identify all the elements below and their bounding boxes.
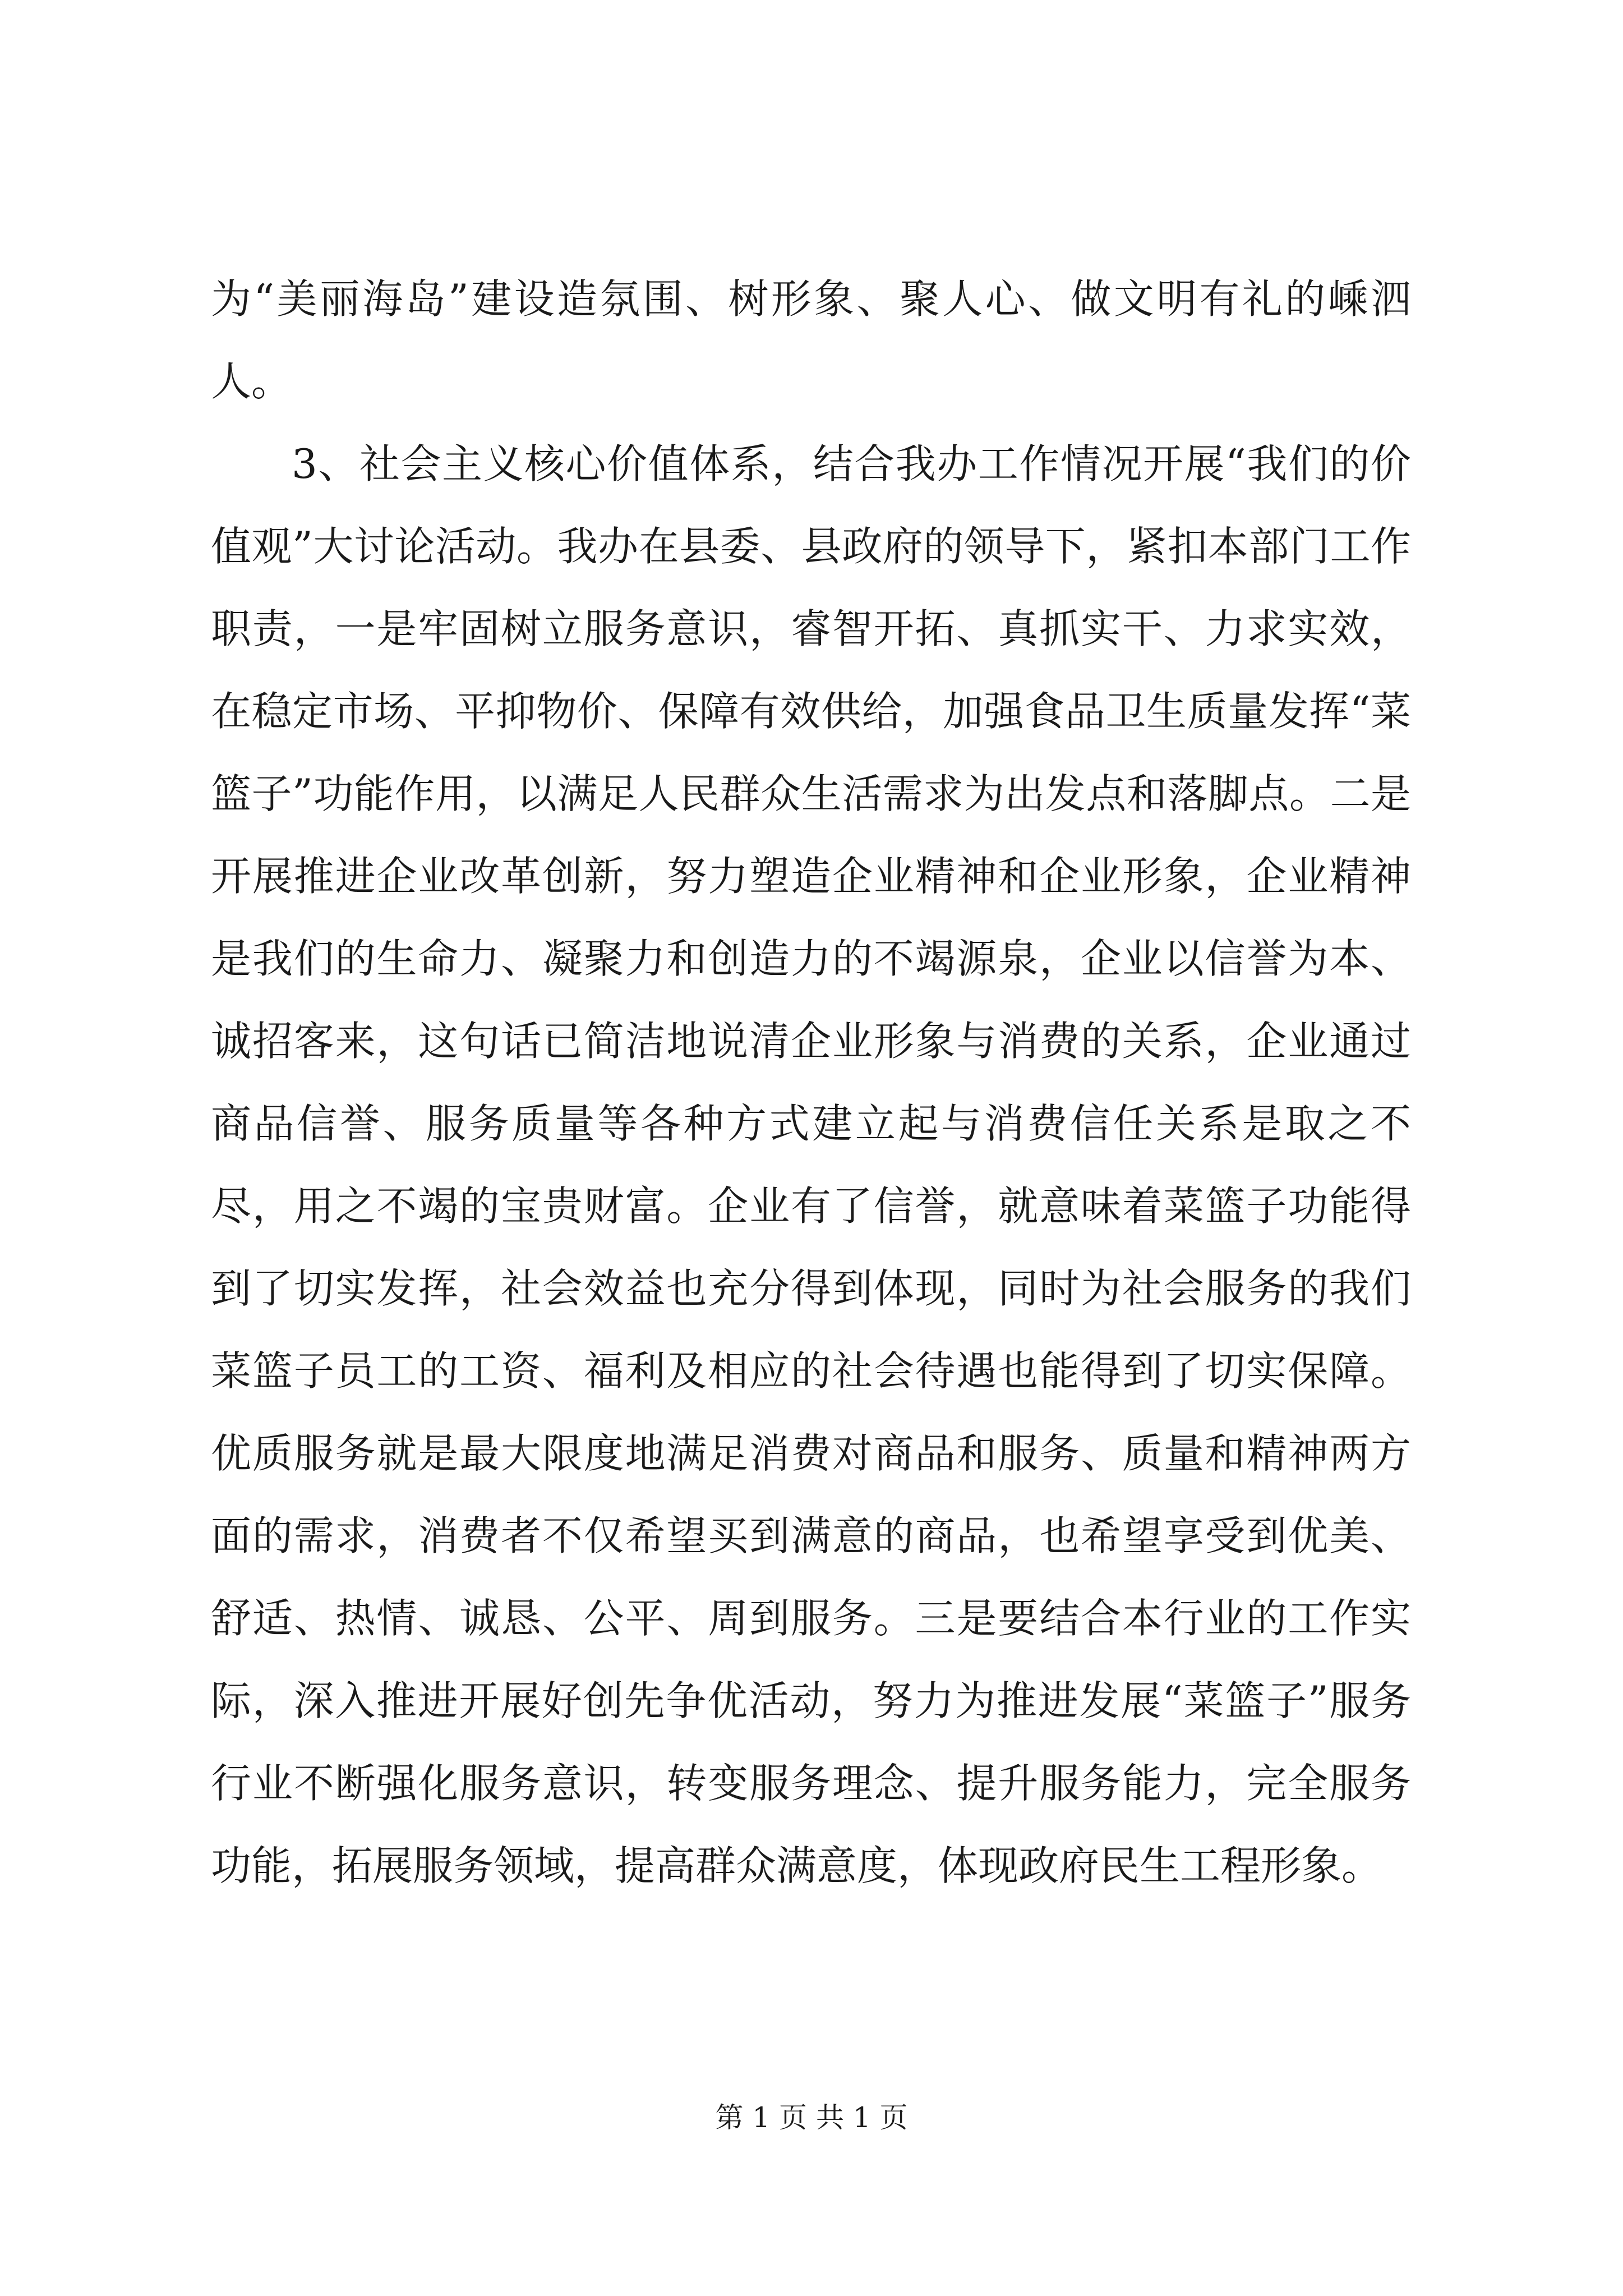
page-number-footer: 第 1 页 共 1 页 <box>715 2101 908 2134</box>
paragraph-section-3: 3、社会主义核心价值体系，结合我办工作情况开展“我们的价值观”大讨论活动。我办在县委、县政府的领导下，紧扣本部门工作职责，一是牢固树立服务意识，睿智开拓、真抓实干、力求实效，在稳定市场、平抑物价、保障有效供给，加强食品卫生质量发挥“菜篮子”功能作用，以满足人民群众生活需求为出发点和落脚点。二是开展推进企业改革创新，努力塑造企业精神和企业形象，企业精神是我们的生命力、凝聚力和创造力的不竭源泉，企业以信誉为本、诚招客来，这句话已简洁地说清企业形象与消费的关系，企业通过商品信誉、服务质量等各种方式建立起与消费信任关系是取之不尽，用之不竭的宝贵财富。企业有了信誉，就意味着菜篮子功能得到了切实发挥，社会效益也充分得到体现，同时为社会服务的我们菜篮子员工的工资、福利及相应的社会待遇也能得到了切实保障。优质服务就是最大限度地满足消费对商品和服务、质量和精神两方面的需求，消费者不仅希望买到满意的商品，也希望享受到优美、舒适、热情、诚恳、公平、周到服务。三是要结合本行业的工作实际，深入推进开展好创先争优活动，努力为推进发展“菜篮子”服务行业不断强化服务意识，转变服务理念、提升服务能力，完全服务功能，拓展服务领域，提高群众满意度，体现政府民生工程形象。 <box>211 440 1411 1889</box>
document-body <box>211 258 1411 1907</box>
paragraph-continuation: 为“美丽海岛”建设造氛围、树形象、聚人心、做文明有礼的嵊泗人。 <box>211 275 1411 405</box>
